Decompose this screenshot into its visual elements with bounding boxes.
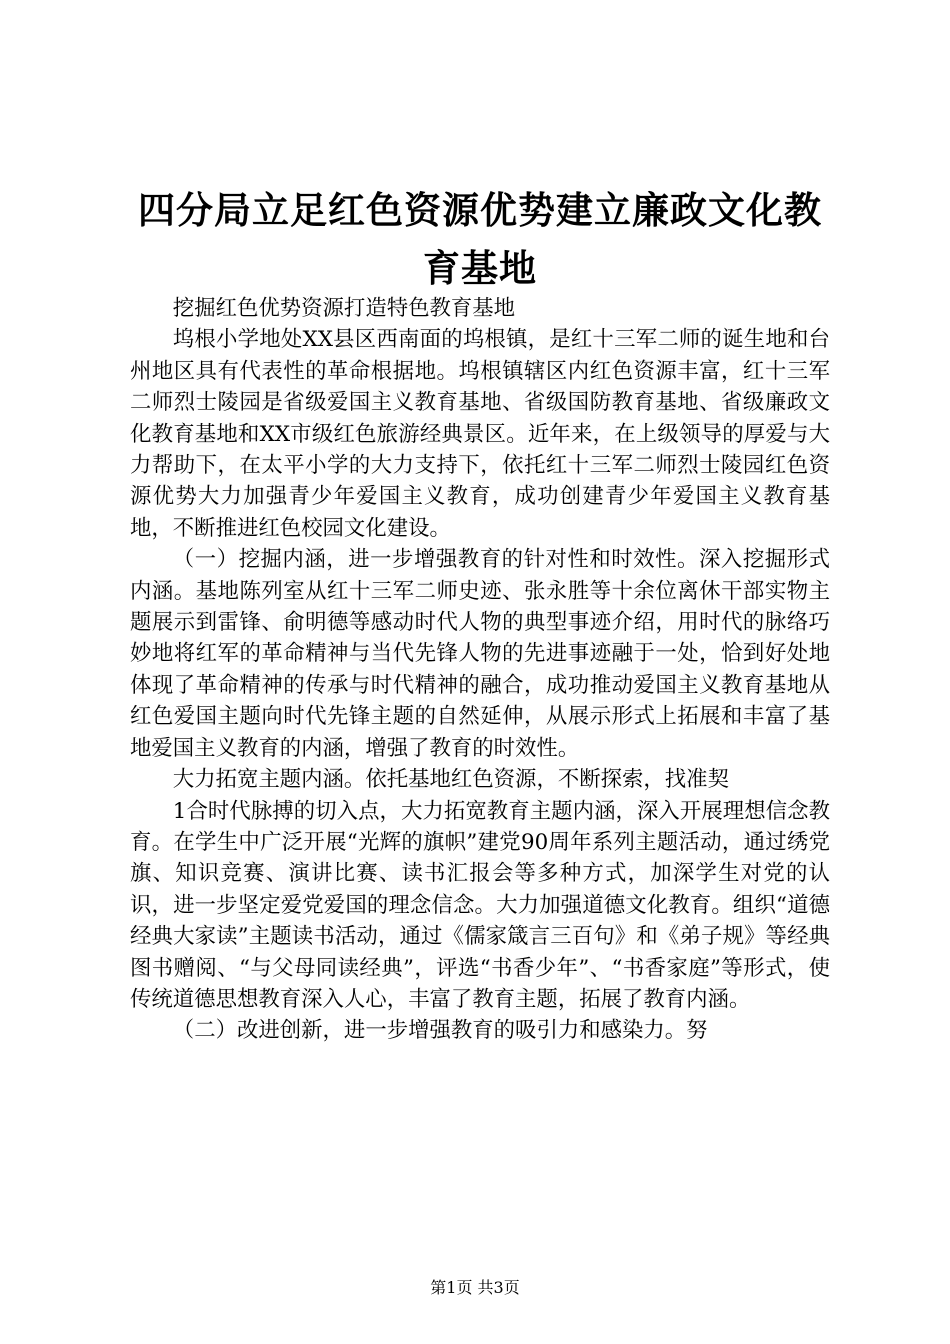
paragraph-subtitle: 挖掘红色优势资源打造特色教育基地	[172, 296, 516, 321]
paragraph-section-two: （二）改进创新，进一步增强教育的吸引力和感染力。努	[172, 1018, 708, 1044]
paragraph-section-one: （一）挖掘内涵，进一步增强教育的针对性和时效性。深入挖掘形式内涵。基地陈列室从红十三军二师史迹、张永胜等十余位离休干部实物主题展示到雷锋、俞明德等感动时代人物的典型事迹介绍，用时代的脉络巧妙地将红军的革命精神与当代先锋人物的先进事迹融于一处，恰到好处地体现了革命精神的传承与时代精神的融合，成功推动爱国主义教育基地从红色爱国主题向时代先锋主题的自然延伸，从展示形式上拓展和丰富了基地爱国主义教育的内涵，增强了教育的时效性。	[130, 547, 830, 761]
document-title: 四分局立足红色资源优势建立廉政文化教育基地	[138, 189, 822, 290]
paragraph-intro: 坞根小学地处XX县区西南面的坞根镇，是红十三军二师的诞生地和台州地区具有代表性的革命根据地。坞根镇辖区内红色资源丰富，红十三军二师烈士陵园是省级爱国主义教育基地、省级国防教育基地、省级廉政文化教育基地和XX市级红色旅游经典景区。近年来，在上级领导的厚爱与大力帮助下，在太平小学的大力支持下，依托红十三军二师烈士陵园红色资源优势大力加强青少年爱国主义教育，成功创建青少年爱国主义教育基地，不断推进红色校园文化建设。	[130, 327, 830, 541]
paragraph-theme: 大力拓宽主题内涵。依托基地红色资源，不断探索，找准契	[172, 767, 729, 793]
document-body	[130, 293, 830, 1047]
page-footer: 第1页 共3页	[430, 1278, 520, 1297]
paragraph-activities: 1合时代脉搏的切入点，大力拓宽教育主题内涵，深入开展理想信念教育。在学生中广泛开展“光辉的旗帜”建党90周年系列主题活动，通过绣党旗、知识竞赛、演讲比赛、读书汇报会等多种方式，加深学生对党的认识，进一步坚定爱党爱国的理念信念。大力加强道德文化教育。组织“道德经典大家读”主题读书活动，通过《儒家箴言三百句》和《弟子规》等经典图书赠阅、“与父母同读经典”，评选“书香少年”、“书香家庭”等形式，使传统道德思想教育深入人心，丰富了教育主题，拓展了教育内涵。	[130, 798, 830, 1012]
